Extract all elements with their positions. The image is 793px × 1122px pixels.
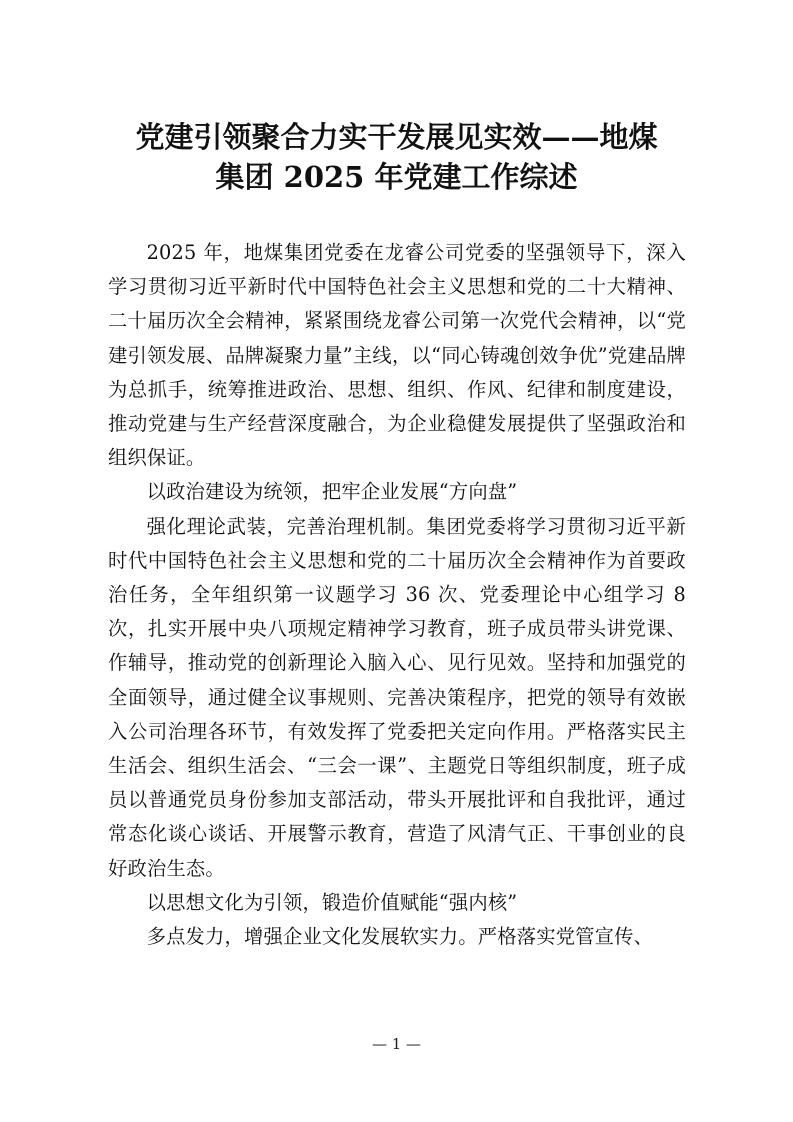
culture-paragraph: 多点发力，增强企业文化发展软实力。严格落实党管宣传、 [146,925,654,949]
document-title-line-2: 集团 2025 年党建工作综述 [215,160,578,194]
document-body [108,236,686,954]
page-number: — 1 — [371,1035,422,1053]
section-heading-political: 以政治建设为统领，把牢企业发展“方向盘” [146,480,518,504]
section-heading-culture: 以思想文化为引领，锻造价值赋能“强内核” [146,890,518,914]
document-title-line-1: 党建引领聚合力实干发展见实效——地煤 [135,120,658,154]
intro-paragraph: 2025 年，地煤集团党委在龙睿公司党委的坚强领导下，深入学习贯彻习近平新时代中国特色社会主义思想和党的二十大精神、二十届历次全会精神，紧紧围绕龙睿公司第一次党代会精神，以“党建引领发展、品牌凝聚力量”主线，以“同心铸魂创效争优”党建品牌为总抓手，统筹推进政治、思想、组织、作风、纪律和制度建设，推动党建与生产经营深度融合，为企业稳健发展提供了坚强政治和组织保证。 [108,241,686,470]
political-paragraph: 强化理论武装，完善治理机制。集团党委将学习贯彻习近平新时代中国特色社会主义思想和党的二十届历次全会精神作为首要政治任务，全年组织第一议题学习 36 次、党委理论中心组学习 8 次，扎实开展中央八项规定精神学习教育，班子成员带头讲党课、作辅导，推动党的创新理论入脑入心、见行见效。坚持和加强党的全面领导，通过健全议事规则、完善决策程序，把党的领导有效嵌入公司治理各环节，有效发挥了党委把关定向作用。严格落实民主生活会、组织生活会、“三会一课”、主题党日等组织制度，班子成员以普通党员身份参加支部活动，带头开展批评和自我批评，通过常态化谈心谈话、开展警示教育，营造了风清气正、干事创业的良好政治生态。 [108,514,686,880]
